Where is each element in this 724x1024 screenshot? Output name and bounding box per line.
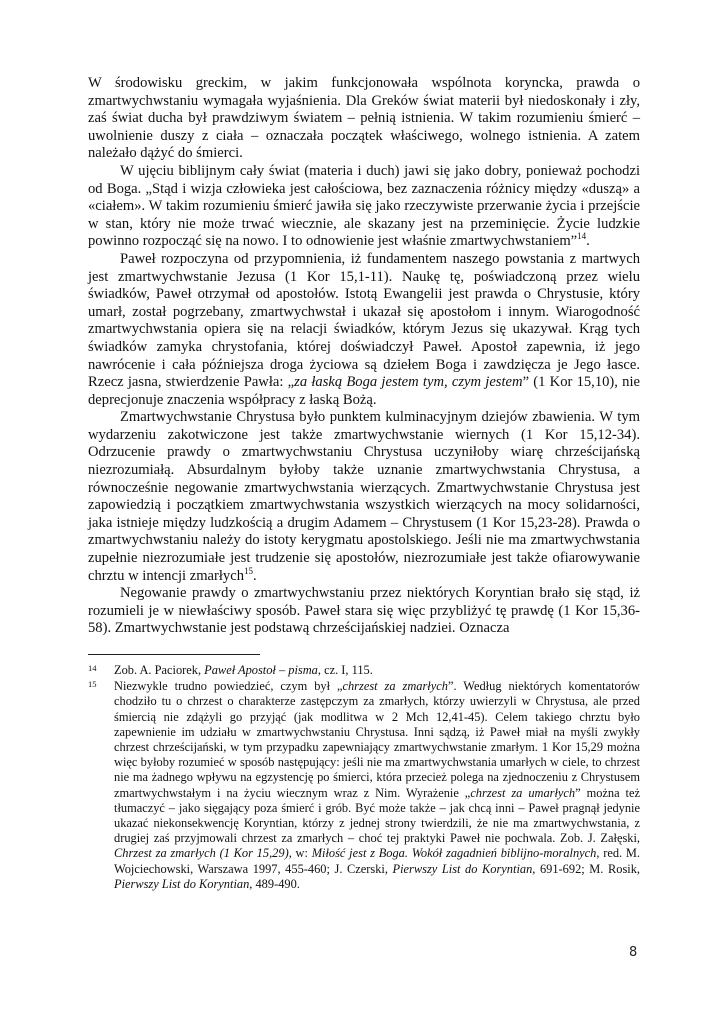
text-run: , cz. I, 115. [317, 663, 373, 677]
text-run: Negowanie prawdy o zmartwychwstaniu przez niektórych Koryntian brało się stąd, iż rozumieli je w niewłaściwy sposób. Paweł stara się więc przybliżyć tę prawdę (1 Kor 15,36-58). Zmartwychwstanie jest podstawą chrześcijańskiej nadziei. Oznacza [88, 585, 640, 637]
footnote-number: 14 [88, 663, 97, 673]
text-run: . [586, 233, 590, 250]
italic-text: za łaską Boga jestem tym, czym jestem [294, 374, 523, 391]
italic-text: Miłość jest z Boga. Wokół zagadnień biblijno-moralnych [311, 846, 597, 861]
paragraph [88, 585, 640, 638]
text-run: Niezwykle trudno powiedzieć, czym był „ [114, 679, 343, 694]
text-run: ”. Według niektórych komentatorów chodziło tu o chrzest o charakterze zastępczym za zmarłych, którzy uwierzyli w Chrystusa, ale przed śmiercią nie zdążyli go przyjąć (jak modlitwa w 2 Mch 12,41-45). Celem takiego chrztu było zapewnienie im udziału w zmartwychwstaniu Chrystusa. Inni sądzą, iż Paweł miał na myśli zwykły chrzest chrześcijański, w tym przypadku zapewniający zmartwychwstanie zmarłym. 1 Kor 15,29 można więc byłoby rozumieć w sposób następujący: jeśli nie ma zmartwychwstania umarłych w ciele, to chrzest nie ma żadnego wpływu na egzystencję po śmierci, która przecież polega na zjednoczeniu z Chrystusem zmartwychwstałym i na życiu wiecznym wraz z Nim. Wyrażenie „ [114, 679, 640, 800]
paragraph [88, 75, 640, 163]
paragraph [88, 251, 640, 409]
footnote [88, 679, 640, 892]
body-text [88, 75, 640, 638]
text-run: Paweł rozpoczyna od przypomnienia, iż fundamentem naszego powstania z martwych jest zmartwychwstanie Jezusa (1 Kor 15,1-11). Naukę tę, poświadczoną przez wielu świadków, Paweł otrzymał od apostołów. Istotą Ewangelii jest prawda o Chrystusie, który umarł, został pogrzebany, zmartwychwstał i ukazał się apostołom i innym. Wiarogodność zmartwychwstania opiera się na relacji świadków, którym Jezus się ukazywał. Krąg tych świadków zamyka chrystofania, której doświadczył Paweł. Apostoł zapewnia, iż jego nawrócenie i cała późniejsza droga życiowa są dziełem Boga i zawdzięcza je Jego łasce. Rzecz jasna, stwierdzenie Pawła: „ [88, 250, 640, 391]
footnote-reference: 14 [577, 231, 587, 242]
page-number: 8 [629, 945, 638, 960]
footnote-separator [88, 654, 260, 655]
footnotes [88, 663, 640, 892]
footnote [88, 663, 640, 678]
italic-text: Pierwszy List do Koryntian [114, 876, 250, 891]
text-run: , w: [288, 846, 312, 861]
italic-text: Chrzest za zmarłych (1 Kor 15,29) [114, 846, 289, 861]
text-run: , red. M. Wojciechowski, Warszawa 1997, 455-460; J. Czerski, [114, 846, 641, 876]
text-run: . [253, 567, 257, 584]
paragraph [88, 409, 640, 585]
footnote-reference: 15 [244, 565, 254, 576]
text-run: ” (1 Kor 15,10), nie deprecjonuje znaczenia współpracy z łaską Bożą. [88, 374, 640, 408]
text-run: Zob. A. Paciorek, [114, 663, 205, 677]
italic-text: Pierwszy List do Koryntian [392, 861, 533, 876]
document-page [88, 75, 640, 893]
footnote-number: 15 [88, 679, 97, 690]
text-run: W ujęciu biblijnym cały świat (materia i duch) jawi się jako dobry, ponieważ pochodzi od Boga. „Stąd i wizja człowieka jest całościowa, bez zaznaczenia różnicy między «duszą» a «ciałem». W takim rozumieniu śmierć jawiła się jako rzeczywiste przerwanie życia i przejście w stan, który nie może trwać wiecznie, ale skazany jest na przeminięcie. Życie ludzkie powinno rozpocząć się na nowo. I to odnowienie jest właśnie zmartwychwstaniem” [88, 162, 640, 250]
text-run: W środowisku greckim, w jakim funkcjonowała wspólnota koryncka, prawda o zmartwychwstaniu wymagała wyjaśnienia. Dla Greków świat materii był niedoskonały i zły, zaś świat ducha był prawdziwym światem – pełnią istnienia. W takim rozumieniu śmierć – uwolnienie duszy z ciała – oznaczała początek właściwego, wolnego istnienia. A zatem należało dążyć do śmierci. [88, 75, 640, 162]
text-run: Zmartwychwstanie Chrystusa było punktem kulminacyjnym dziejów zbawienia. W tym wydarzeniu zakotwiczone jest także zmartwychwstanie wiernych (1 Kor 15,12-34). Odrzucenie prawdy o zmartwychwstaniu Chrystusa uczyniłoby wiarę chrześcijańską niezrozumiałą. Absurdalnym byłoby także uznanie zmartwychwstania Chrystusa, a równocześnie negowanie zmartwychwstania wierzących. Zmartwychwstanie Chrystusa jest zapowiedzią i początkiem zmartwychwstania wszystkich wierzących na mocy solidarności, jaka istnieje między ludzkością a drugim Adamem – Chrystusem (1 Kor 15,23-28). Prawda o zmartwychwstaniu należy do istoty kerygmatu apostolskiego. Jeśli nie ma zmartwychwstania zupełnie niezrozumiałe jest trudzenie się apostołów, niezrozumiałe jest także ofiarowywanie chrztu w intencji zmarłych [88, 409, 640, 584]
italic-text: chrzest za zmarłych [342, 679, 448, 694]
italic-text: Paweł Apostoł – pisma [204, 663, 318, 677]
italic-text: chrzest za umarłych [470, 785, 576, 800]
text-run: , 691-692; M. Rosik, [532, 861, 641, 876]
text-run: , 489-490. [249, 876, 300, 891]
text-run: ” można też tłumaczyć – jako sięgający poza śmierć i grób. Być może także – jak chcą inni – Paweł pragnął jedynie ukazać niekonsekwencję Koryntian, którzy z jednej strony twierdzili, że nie ma zmartwychwstania, z drugiej zaś przyjmowali chrzest za zmarłych – choć tej praktyki Paweł nie pochwala. Zob. J. Załęski, [114, 785, 640, 846]
paragraph [88, 163, 640, 251]
